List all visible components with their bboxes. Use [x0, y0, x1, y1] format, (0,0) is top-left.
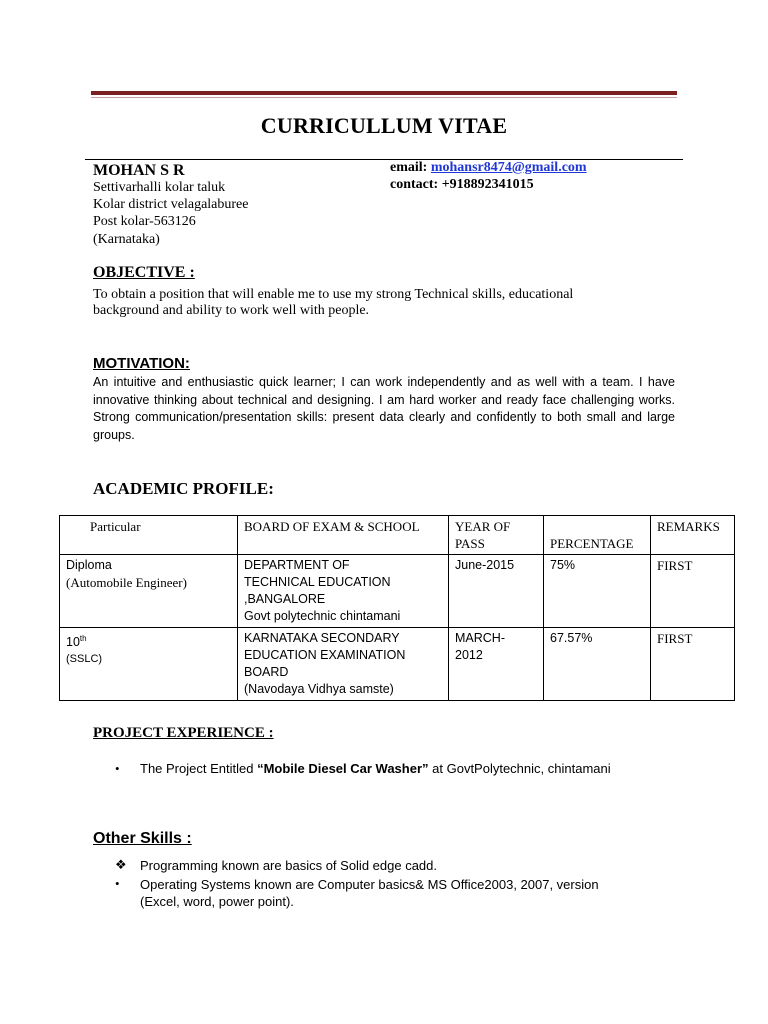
row1-percentage: 75% [544, 555, 651, 628]
row1-board [238, 555, 449, 628]
header-divider [85, 159, 683, 160]
row2-board-line-4: (Navodaya Vidhya samste) [244, 682, 394, 696]
skill-bullet-diamond: ❖ [115, 857, 127, 872]
row2-particular-line-1 [66, 630, 231, 651]
row1-year [449, 555, 544, 628]
top-rule [91, 91, 677, 95]
row2-particular-number: 10 [66, 635, 80, 650]
candidate-name: MOHAN S R [93, 162, 185, 179]
table-row [60, 555, 735, 628]
skills-heading: Other Skills : [93, 830, 192, 847]
project-bullet: • [115, 761, 120, 776]
table-header-row [60, 516, 735, 555]
objective-heading: OBJECTIVE : [93, 264, 195, 281]
row1-board-line-4: Govt polytechnic chintamani [244, 609, 401, 623]
row2-particular-sup: th [79, 634, 87, 643]
row2-year [449, 628, 544, 701]
header-year [449, 516, 544, 555]
row1-particular-line-1: Diploma [66, 558, 112, 572]
row1-particular [60, 555, 238, 628]
contact-label: contact: [390, 177, 439, 192]
top-rule-shadow [91, 97, 677, 98]
header-remarks: REMARKS [651, 516, 735, 555]
header-year-line-1: YEAR OF [455, 519, 511, 534]
project-suffix: at GovtPolytechnic, chintamani [428, 761, 611, 776]
contact-number: +918892341015 [441, 177, 534, 192]
row2-particular [60, 628, 238, 701]
academic-heading: ACADEMIC PROFILE: [93, 479, 274, 498]
row2-board [238, 628, 449, 701]
project-text [140, 760, 675, 777]
address-line-2: Kolar district velagalaburee [93, 197, 249, 212]
header-year-line-2: PASS [455, 536, 485, 551]
row2-remarks: FIRST [651, 628, 735, 701]
email-label: email: [390, 160, 428, 175]
page-title: CURRICULLUM VITAE [260, 113, 508, 138]
skill-item-2-line-2: (Excel, word, power point). [140, 894, 294, 909]
motivation-text: An intuitive and enthusiastic quick learner; I can work independently and as well with a team. I have innovative thinking about technical and designing. I am hard worker and ready face challenging works. Strong communication/presentation skills: present data clearly and confidently to both small and large groups. [93, 375, 675, 442]
row1-remarks: FIRST [651, 555, 735, 628]
row1-board-line-1: DEPARTMENT OF [244, 558, 350, 572]
address-line-4: (Karnataka) [93, 232, 160, 247]
skill-bullet-dot: • [115, 876, 120, 891]
project-title: “Mobile Diesel Car Washer” [257, 761, 429, 776]
row2-year-line-2: 2012 [455, 648, 483, 662]
contact-line [390, 177, 534, 193]
row2-year-line-1: MARCH- [455, 631, 505, 645]
row2-board-line-1: KARNATAKA SECONDARY [244, 631, 400, 645]
email-line [390, 160, 587, 176]
motivation-heading: MOTIVATION: [93, 355, 190, 372]
address-line-1: Settivarhalli kolar taluk [93, 180, 226, 195]
email-link[interactable]: mohansr8474@gmail.com [430, 160, 587, 175]
row1-year-line-1: June-2015 [455, 558, 515, 572]
skill-item-1: Programming known are basics of Solid edge cadd. [140, 858, 437, 873]
row1-particular-line-2: (Automobile Engineer) [66, 575, 187, 590]
objective-line-1: To obtain a position that will enable me to use my strong Technical skills, educational [93, 287, 574, 302]
academic-table [59, 515, 735, 701]
objective-line-2: background and ability to work well with people. [93, 303, 370, 318]
address-line-3: Post kolar-563126 [93, 214, 196, 229]
row1-board-line-2: TECHNICAL EDUCATION [244, 575, 391, 589]
row2-percentage: 67.57% [544, 628, 651, 701]
header-board: BOARD OF EXAM & SCHOOL [238, 516, 449, 555]
row2-board-line-2: EDUCATION EXAMINATION [244, 648, 406, 662]
table-row [60, 628, 735, 701]
skill-item-2: Operating Systems known are Computer basics& MS Office2003, 2007, version [140, 877, 599, 892]
row1-board-line-3: ,BANGALORE [244, 592, 326, 606]
row2-board-line-3: BOARD [244, 665, 289, 679]
project-heading: PROJECT EXPERIENCE : [93, 725, 274, 741]
header-percentage: PERCENTAGE [544, 516, 651, 555]
header-particular: Particular [60, 516, 238, 555]
project-prefix: The Project Entitled [140, 761, 258, 776]
row2-particular-line-2: (SSLC) [66, 653, 103, 666]
